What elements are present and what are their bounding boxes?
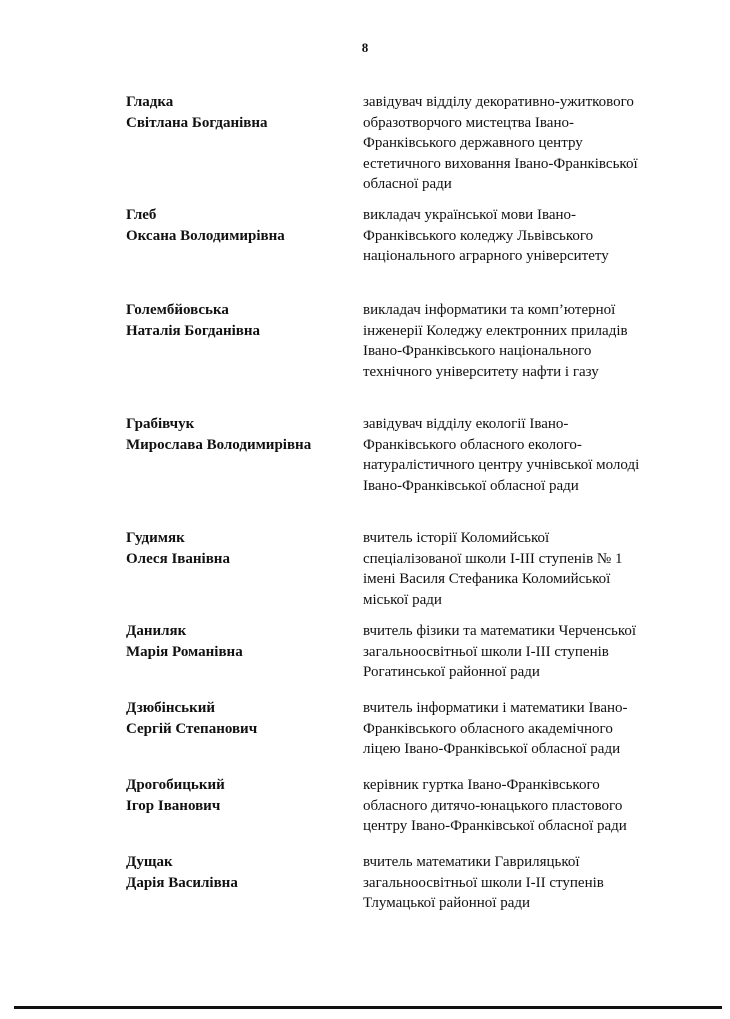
given-names: Ігор Іванович	[126, 797, 221, 814]
given-names: Світлана Богданівна	[126, 114, 268, 131]
position-line: спеціалізованої школи І-ІІІ ступенів № 1	[363, 550, 623, 567]
position-line: вчитель інформатики і математики Івано-	[363, 700, 628, 716]
position-description	[363, 205, 693, 267]
position-description	[363, 621, 693, 683]
bottom-rule	[14, 1006, 722, 1009]
surname: Дзюбінський	[126, 700, 216, 716]
position-description	[363, 414, 693, 496]
given-names: Сергій Степанович	[126, 720, 258, 737]
position-line: завідувач відділу декоративно-ужиткового	[363, 94, 634, 110]
position-line: загальноосвітньої школи І-ІІІ ступенів	[363, 643, 609, 660]
position-line: вчитель фізики та математики Черченської	[363, 623, 637, 639]
position-line: Франківського коледжу Львівського	[363, 227, 594, 244]
position-description	[363, 300, 693, 382]
surname: Гудимяк	[126, 530, 185, 546]
position-line: центру Івано-Франківської обласної ради	[363, 818, 627, 834]
given-names: Дарія Василівна	[126, 874, 238, 891]
position-line: Франківського державного центру	[363, 135, 583, 151]
position-line: імені Василя Стефаника Коломийської	[363, 571, 611, 587]
person-name	[126, 775, 351, 816]
position-line: викладач інформатики та комп’ютерної	[363, 302, 616, 318]
person-name	[126, 621, 351, 662]
surname: Даниляк	[126, 623, 187, 639]
person-name	[126, 205, 351, 246]
position-line: загальноосвітньої школи І-ІІ ступенів	[363, 874, 604, 891]
person-name	[126, 92, 351, 133]
person-name	[126, 698, 351, 739]
position-line: викладач української мови Івано-	[363, 207, 577, 223]
position-line: вчитель математики Гавриляцької	[363, 854, 580, 870]
position-description	[363, 92, 693, 195]
position-line: естетичного виховання Івано-Франківської	[363, 155, 638, 172]
given-names: Мирослава Володимирівна	[126, 436, 312, 453]
surname: Гладка	[126, 94, 174, 110]
position-line: завідувач відділу екології Івано-	[363, 416, 569, 432]
surname: Дрогобицький	[126, 777, 225, 793]
position-line: образотворчого мистецтва Івано-	[363, 114, 574, 131]
position-line: національного аграрного університету	[363, 248, 609, 264]
position-description	[363, 775, 693, 837]
position-line: інженерії Коледжу електронних приладів	[363, 322, 628, 339]
position-line: Тлумацької районної ради	[363, 895, 531, 911]
page-number: 8	[361, 40, 369, 55]
person-name	[126, 528, 351, 569]
position-line: вчитель історії Коломийської	[363, 530, 550, 546]
position-line: Франківського обласного академічного	[363, 720, 613, 737]
position-line: міської ради	[363, 591, 442, 608]
position-line: обласної ради	[363, 176, 452, 192]
surname: Глеб	[126, 207, 157, 223]
given-names: Наталія Богданівна	[126, 322, 261, 339]
person-name	[126, 300, 351, 341]
position-line: обласного дитячо-юнацького пластового	[363, 797, 623, 814]
surname: Дущак	[126, 854, 173, 870]
person-name	[126, 852, 351, 893]
position-line: натуралістичного центру учнівської молоді	[363, 457, 640, 473]
position-description	[363, 852, 693, 914]
surname: Голембйовська	[126, 302, 229, 318]
given-names: Олеся Іванівна	[126, 550, 230, 567]
given-names: Оксана Володимирівна	[126, 227, 285, 244]
position-line: Івано-Франківського національного	[363, 343, 592, 359]
position-line: Франківського обласного еколого-	[363, 436, 582, 453]
person-name	[126, 414, 351, 455]
position-description	[363, 698, 693, 760]
position-line: Рогатинської районної ради	[363, 664, 540, 680]
position-line: Івано-Франківської обласної ради	[363, 477, 579, 494]
position-line: керівник гуртка Івано-Франківського	[363, 777, 600, 793]
position-description	[363, 528, 693, 610]
position-line: технічного університету нафти і газу	[363, 363, 599, 380]
position-line: ліцею Івано-Франківської обласної ради	[363, 741, 621, 757]
given-names: Марія Романівна	[126, 643, 243, 660]
surname: Грабівчук	[126, 416, 195, 432]
